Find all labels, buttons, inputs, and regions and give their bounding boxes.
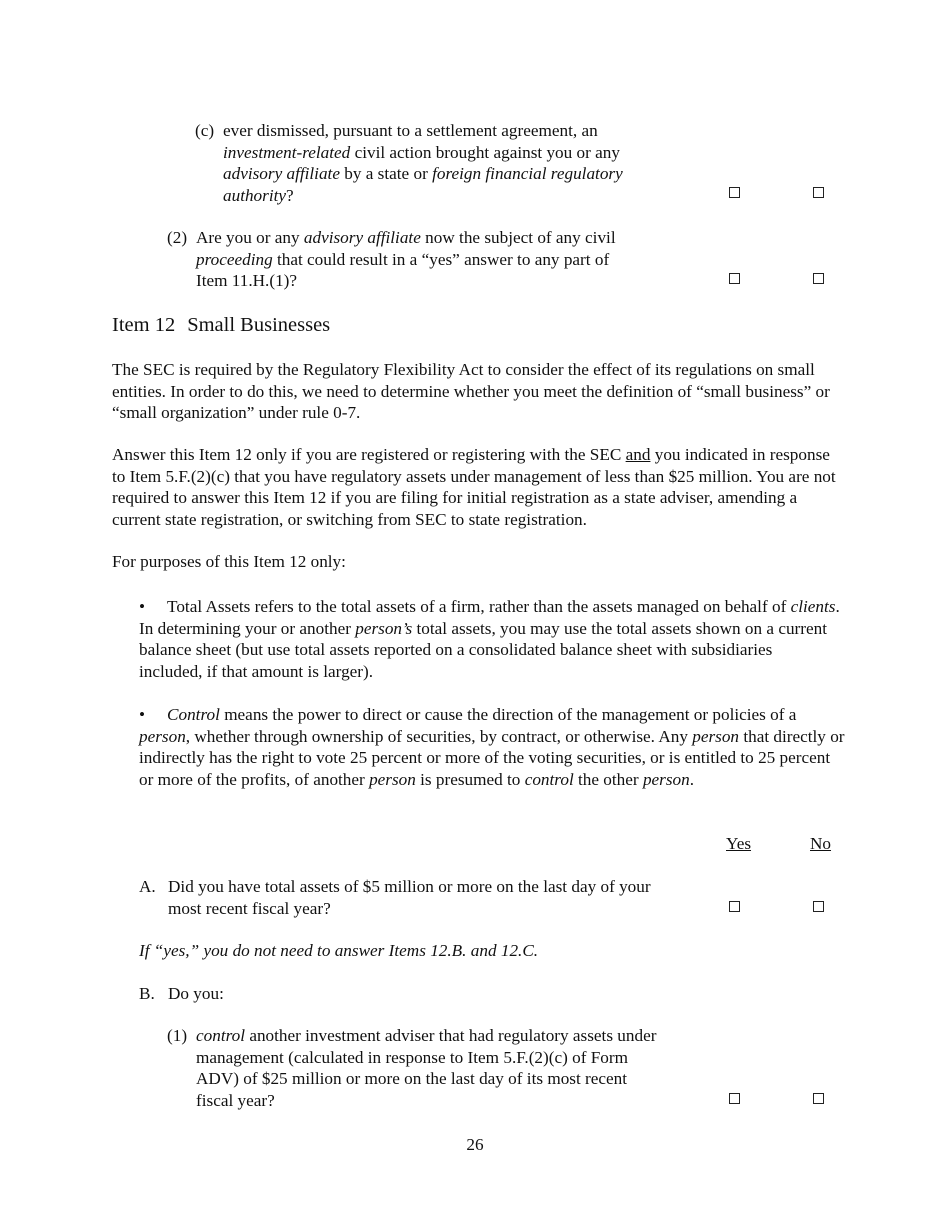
question-b-text: Do you: [168, 984, 224, 1003]
question-b1-label: (1) [167, 1026, 188, 1045]
question-b1-text: control another investment adviser that had regulatory assets under management (calculated in response to Item 5.F.(2)(c) of Form ADV) of $25 million or more on the last day of its most recent fiscal year? [196, 1026, 657, 1110]
item12-number: Item 12 [112, 314, 176, 336]
question-a-yes-checkbox[interactable] [729, 901, 740, 912]
question-a-text: Did you have total assets of $5 million or more on the last day of your most recent fiscal year? [168, 877, 651, 918]
item12-paragraph-2: Answer this Item 12 only if you are registered or registering with the SEC and you indicated in response to Item 5.F.(2)(c) that you have regulatory assets under management of less than $25 million. You are not required to answer this Item 12 if you are filing for initial registration as a state adviser, amending a current state registration, or switching from SEC to state registration. [112, 445, 836, 529]
item-11h2-no-checkbox[interactable] [813, 273, 824, 284]
yes-column-header: Yes [726, 834, 752, 853]
item-11h2-yes-checkbox[interactable] [729, 273, 740, 284]
question-a [139, 876, 709, 919]
page-number: 26 [466, 1135, 484, 1154]
question-a-label: A. [139, 877, 156, 896]
item12-heading [112, 313, 330, 337]
question-b [139, 983, 439, 1005]
item-11h1c-no-checkbox[interactable] [813, 187, 824, 198]
item-11h1c-text: ever dismissed, pursuant to a settlement agreement, an investment-related civil action brought against you or any advisory affiliate by a state or foreign financial regulatory authority? [223, 121, 623, 205]
item-11h2-label: (2) [167, 228, 188, 247]
item-11h1c-yes-checkbox[interactable] [729, 187, 740, 198]
item12-bullet-control: • Control means the power to direct or cause the direction of the management or policies of a person, whether through ownership of securities, by contract, or otherwise. Any person that directly or indirectly has the right to vote 25 percent or more of the voting securities, or is entitled to 25 percent or more of the profits, of another person is presumed to control the other person. [139, 705, 845, 789]
bullet-icon: • [139, 705, 146, 724]
bullet-icon: • [139, 597, 146, 616]
question-b1-yes-checkbox[interactable] [729, 1093, 740, 1104]
skip-note: If “yes,” you do not need to answer Items 12.B. and 12.C. [139, 941, 539, 960]
item-11h1c [195, 120, 695, 206]
item-11h1c-label: (c) [195, 121, 215, 140]
item-11h2-text: Are you or any advisory affiliate now the subject of any civil proceeding that could result in a “yes” answer to any part of Item 11.H.(1)? [196, 228, 616, 290]
item12-paragraph-3: For purposes of this Item 12 only: [112, 552, 346, 571]
item12-bullet-total-assets: • Total Assets refers to the total assets of a firm, rather than the assets managed on behalf of clients. In determining your or another person’s total assets, you may use the total assets shown on a current balance sheet (but use total assets reported on a consolidated balance sheet with subsidiaries included, if that amount is larger). [139, 597, 840, 681]
item12-title: Small Businesses [187, 314, 331, 336]
question-b-label: B. [139, 984, 155, 1003]
question-b1-no-checkbox[interactable] [813, 1093, 824, 1104]
item12-paragraph-1: The SEC is required by the Regulatory Flexibility Act to consider the effect of its regulations on small entities. In order to do this, we need to determine whether you meet the definition of “small business” or “small organization” under rule 0-7. [112, 360, 830, 422]
item-11h2 [167, 227, 697, 292]
no-column-header: No [810, 834, 832, 853]
question-a-no-checkbox[interactable] [813, 901, 824, 912]
question-b1 [167, 1025, 707, 1111]
